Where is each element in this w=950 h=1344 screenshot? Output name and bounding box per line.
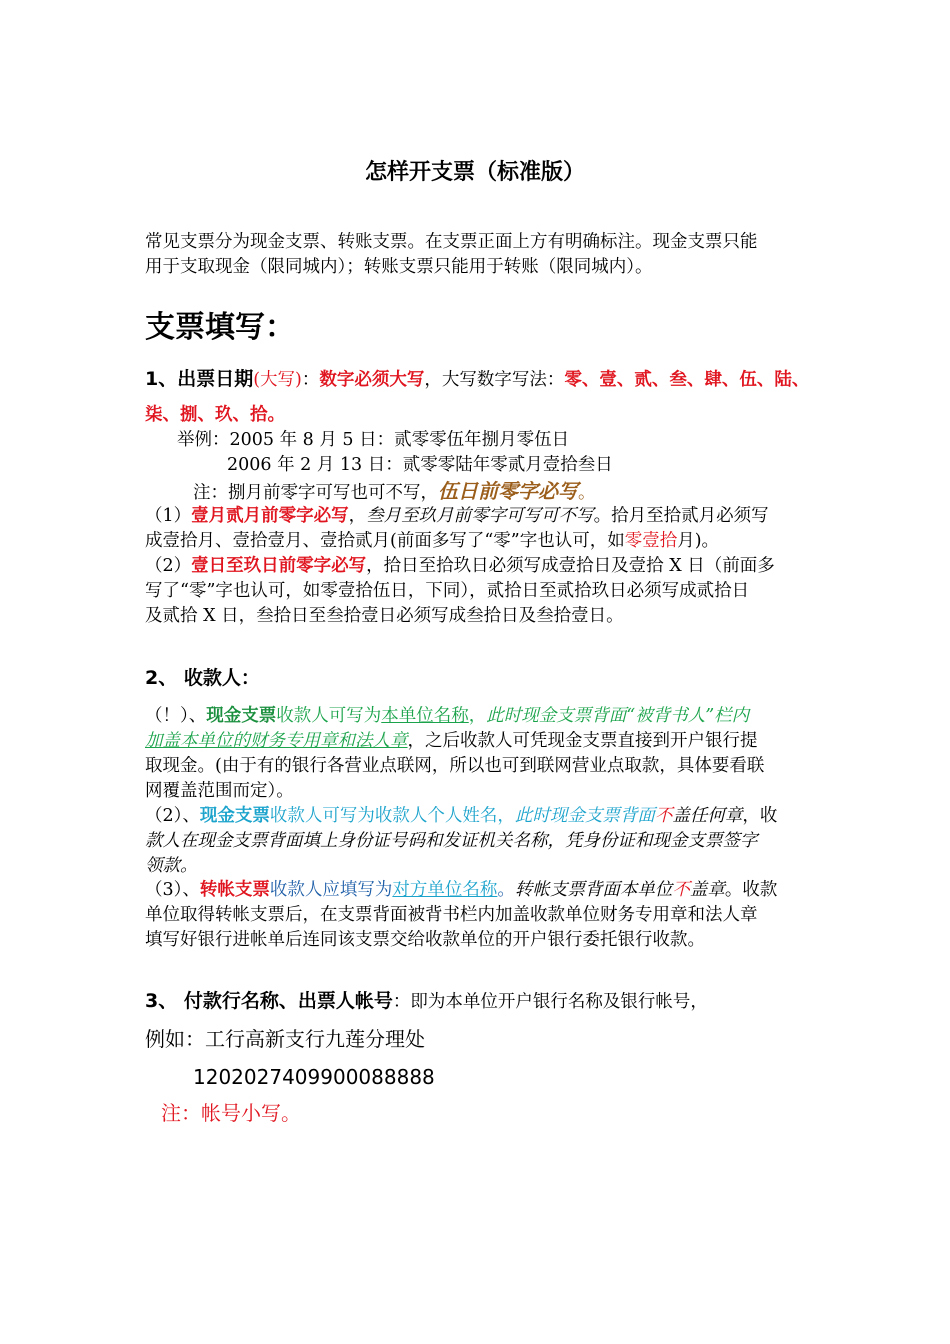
s2-b-back: 此时现金支票背面: [514, 806, 655, 826]
s2-c-rest: 。收款: [724, 880, 778, 900]
s2-heading: 2、 收款人：: [145, 667, 260, 689]
s1-line-1: [145, 367, 809, 393]
s2-b-num: （2）、: [145, 806, 200, 826]
s1-digits-2: 柒、捌、玖、拾。: [145, 405, 285, 425]
section-heading: 支票填写：: [145, 310, 295, 345]
s2-c-target: 对方单位名称: [392, 880, 498, 900]
s2-b-line-2: 款人在现金支票背面填上身份证号码和发证机关名称，凭身份证和现金支票签字: [145, 831, 758, 851]
s3-line-1: [145, 989, 708, 1015]
s1-p1-comma: ，: [348, 506, 367, 526]
s1-p1-rest: 。拾月至拾贰月必须写: [593, 506, 769, 526]
page-title: 怎样开支票（标准版）: [364, 159, 585, 185]
s1-rule: 数字必须大写: [319, 370, 425, 390]
s1-heading: 1、出票日期: [145, 368, 254, 390]
s1-note: [193, 479, 596, 506]
s1-p2-line-2: 写了“零”字也认可，如零壹拾伍日，下同），贰拾日至贰拾玖日必须写成贰拾日: [145, 581, 750, 601]
s2-a-rest: ，之后收款人可凭现金支票直接到开户银行提: [407, 731, 758, 751]
s1-p2-num: （2）: [145, 556, 192, 576]
s2-c-num: （3）、: [145, 880, 200, 900]
s2-a-line-3: 取现金。(由于有的银行各营业点联网，所以也可到联网营业点取款，具体要看联: [145, 756, 765, 776]
s2-b-stamp: 盖任何章: [672, 806, 743, 826]
s1-p1-num: （1）: [145, 506, 192, 526]
s2-a-line-1: [145, 704, 749, 729]
s1-p1-optional: 叁月至玖月前零字可写可不写: [366, 506, 594, 526]
s1-note-a: 注：捌月前零字可写也可不写，: [193, 483, 438, 503]
s3-heading: 3、 付款行名称、出票人帐号: [145, 990, 393, 1012]
s3-desc: ：即为本单位开户银行名称及银行帐号，: [392, 992, 708, 1012]
s2-a-comma: ，: [468, 706, 487, 726]
intro-line-2: 用于支取现金（限同城内）；转账支票只能用于转账（限同城内）。: [145, 257, 653, 277]
s1-digits-1: 零、壹、贰、叁、肆、伍、陆、: [564, 370, 810, 390]
s2-a-type: 现金支票: [206, 706, 277, 726]
s2-b-line-3: 领款。: [145, 856, 198, 876]
s1-p1-l2a: 成壹拾月、壹拾壹月、壹拾贰月(前面多写了“零”字也认可，如: [145, 531, 625, 551]
s1-note-b: 伍日前零字必写: [438, 479, 578, 503]
s2-b-not: 不: [654, 806, 673, 826]
s1-p2-line-3: 及贰拾 X 日，叁拾日至叁拾壹日必须写成叁拾日及叁拾壹日。: [145, 606, 624, 626]
s1-p2-rule: 壹日至玖日前零字必写: [191, 556, 367, 576]
s1-example-2: 2006 年 2 月 13 日：贰零零陆年零贰月壹拾叁日: [227, 455, 613, 475]
s2-a-rule: 收款人可写为: [276, 706, 382, 726]
s2-c-rule: 收款人应填写为: [269, 880, 393, 900]
s2-b-rule: 收款人可写为收款人个人姓名: [269, 806, 498, 826]
s2-c-type: 转帐支票: [199, 880, 270, 900]
s2-a-stamps: 加盖本单位的财务专用章和法人章: [145, 731, 408, 751]
s1-p2-rest: ，拾日至拾玖日必须写成壹拾日及壹拾 X 日（前面多: [366, 556, 775, 576]
s2-a-num: （！）、: [145, 706, 207, 726]
s1-colon: ：: [301, 370, 320, 390]
s3-note: 注：帐号小写。: [161, 1101, 301, 1125]
s3-example: 例如：工行高新支行九莲分理处: [145, 1027, 425, 1051]
s2-a-endorse: 此时现金支票背面“被背书人”栏内: [486, 706, 750, 726]
s2-b-comma: ，: [497, 806, 515, 826]
s2-b-line-1: [145, 804, 777, 829]
s1-p1-line-1: [145, 504, 769, 529]
s1-p1-l2c: 月)。: [677, 531, 720, 551]
s2-c-line-1: [145, 878, 777, 903]
s1-p1-l2b: 零壹拾: [624, 531, 678, 551]
s2-c-not: 不: [672, 880, 690, 900]
s1-paren: (大写): [253, 370, 302, 390]
s1-p2-line-1: [145, 554, 775, 579]
s1-p1-line-2: [145, 529, 719, 554]
s1-note-c: 。: [578, 483, 596, 503]
s2-c-period: 。: [497, 880, 515, 900]
s1-mid: ，大写数字写法：: [424, 370, 565, 390]
s2-a-target: 本单位名称: [381, 706, 469, 726]
s2-b-rest: ，收: [742, 806, 778, 826]
s2-c-back: 转帐支票背面本单位: [514, 880, 673, 900]
s2-a-line-4: 网覆盖范围而定）。: [145, 781, 294, 801]
intro-line-1: 常见支票分为现金支票、转账支票。在支票正面上方有明确标注。现金支票只能: [145, 232, 758, 252]
s2-a-line-2: [145, 729, 758, 754]
s2-c-line-3: 填写好银行进帐单后连同该支票交给收款单位的开户银行委托银行收款。: [145, 930, 705, 950]
s2-c-stamp: 盖章: [689, 880, 725, 900]
s2-b-type: 现金支票: [199, 806, 270, 826]
s2-c-line-2: 单位取得转帐支票后，在支票背面被背书栏内加盖收款单位财务专用章和法人章: [145, 905, 758, 925]
s1-example-1: 举例：2005 年 8 月 5 日：贰零零伍年捌月零伍日: [177, 430, 570, 450]
s3-account-number: 1202027409900088888: [193, 1065, 435, 1089]
s1-p1-rule: 壹月贰月前零字必写: [191, 506, 349, 526]
